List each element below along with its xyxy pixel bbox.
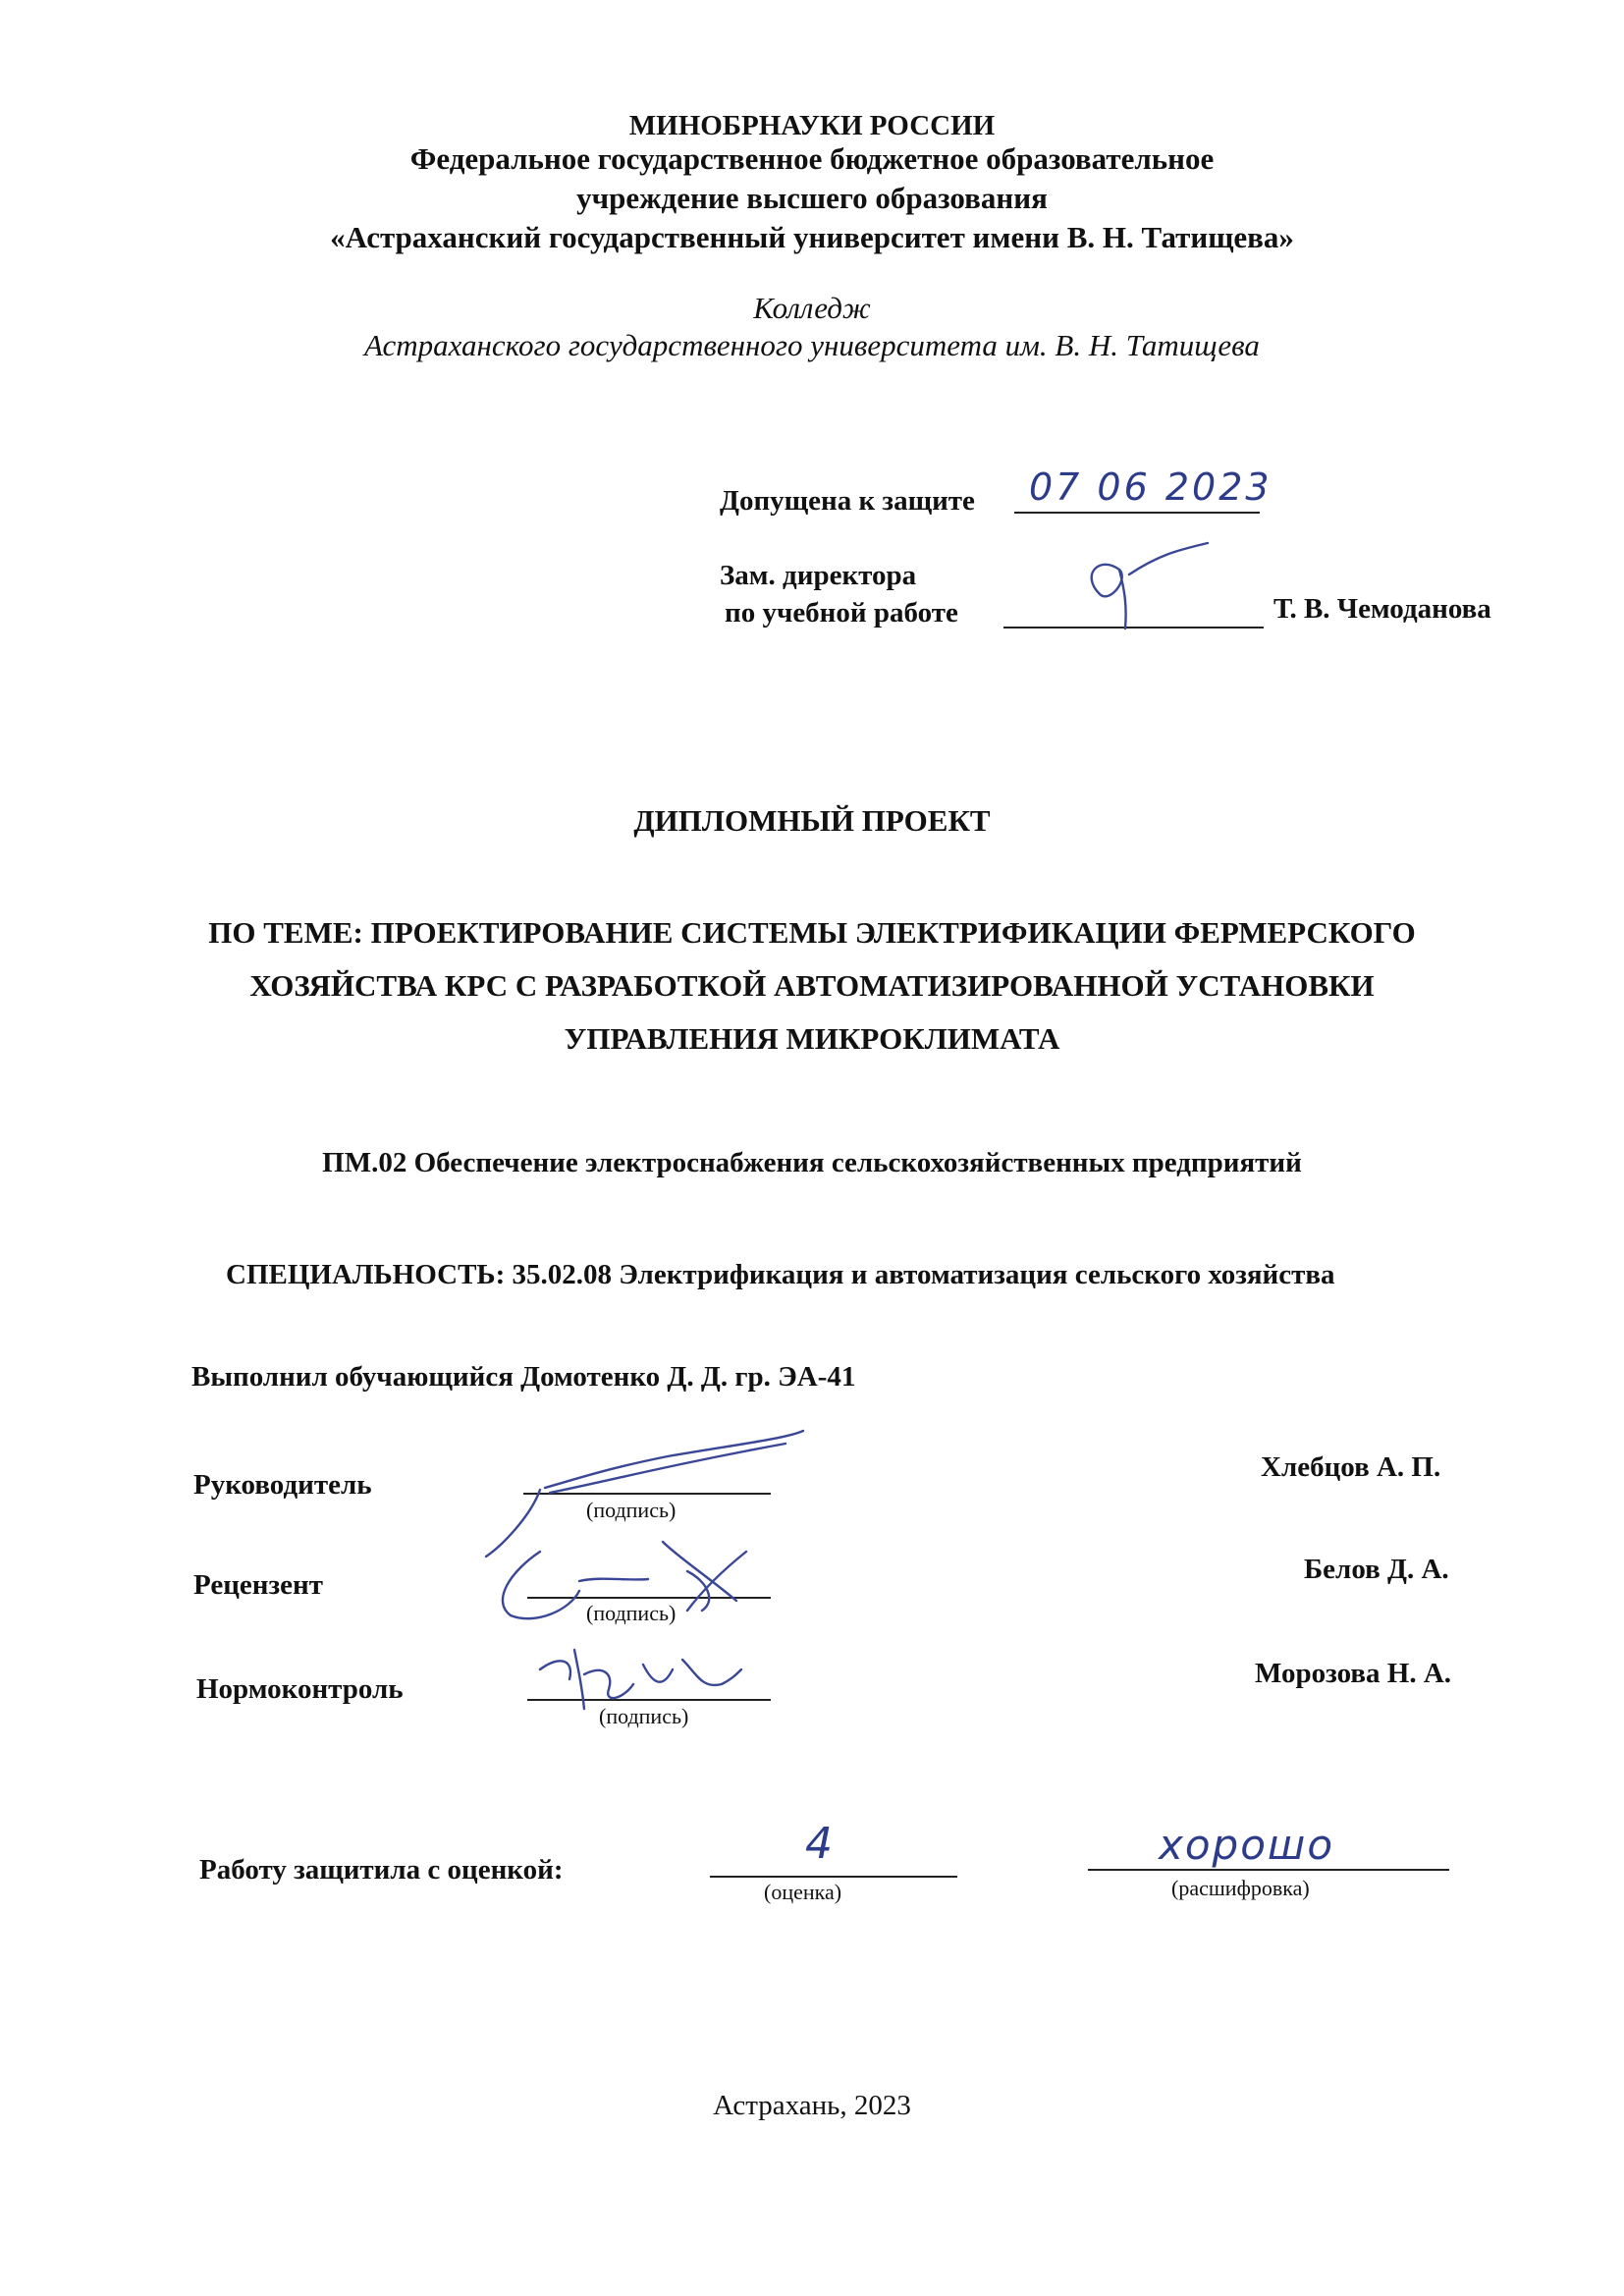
deputy-title-line-2: по учебной работе bbox=[725, 597, 958, 629]
grade-word-caption: (расшифровка) bbox=[1171, 1876, 1310, 1900]
normcontrol-name: Морозова Н. А. bbox=[1255, 1658, 1452, 1689]
grade-word-line bbox=[1088, 1869, 1449, 1871]
role-supervisor: Руководитель bbox=[193, 1469, 372, 1501]
admitted-label: Допущена к защите bbox=[720, 485, 975, 517]
role-reviewer: Рецензент bbox=[193, 1569, 323, 1601]
college-line-1: Колледж bbox=[753, 291, 871, 325]
grade-word-handwritten: хорошо bbox=[1159, 1821, 1335, 1869]
specialty-label: СПЕЦИАЛЬНОСТЬ: bbox=[226, 1259, 506, 1290]
org-line-2: учреждение высшего образования bbox=[576, 181, 1048, 215]
city-year: Астрахань, 2023 bbox=[713, 2090, 911, 2121]
topic-line-2: ХОЗЯЙСТВА КРС С РАЗРАБОТКОЙ АВТОМАТИЗИРОВАННОЙ УСТАНОВКИ bbox=[249, 968, 1375, 1003]
normcontrol-signature-caption: (подпись) bbox=[599, 1704, 689, 1728]
document-type: ДИПЛОМНЫЙ ПРОЕКТ bbox=[633, 803, 991, 838]
supervisor-name: Хлебцов А. П. bbox=[1261, 1451, 1441, 1483]
org-line-1: Федеральное государственное бюджетное образовательное bbox=[409, 141, 1215, 176]
reviewer-signature-caption: (подпись) bbox=[586, 1601, 677, 1625]
ministry-heading: МИНОБРНАУКИ РОССИИ bbox=[628, 110, 996, 141]
deputy-name: Т. В. Чемоданова bbox=[1273, 593, 1491, 625]
supervisor-signature-caption: (подпись) bbox=[586, 1498, 677, 1522]
specialty-value: 35.02.08 Электрификация и автоматизация сельского хозяйства bbox=[512, 1259, 1335, 1290]
module-line: ПМ.02 Обеспечение электроснабжения сельскохозяйственных предприятий bbox=[322, 1147, 1302, 1178]
university-name: «Астраханский государственный университет имени В. Н. Татищева» bbox=[330, 220, 1294, 254]
specialty-line bbox=[226, 1259, 1335, 1291]
defense-label: Работу защитила с оценкой: bbox=[199, 1854, 564, 1886]
author-line: Выполнил обучающийся Домотенко Д. Д. гр. ЭА-41 bbox=[191, 1361, 856, 1393]
grade-caption: (оценка) bbox=[764, 1880, 842, 1904]
role-normcontrol: Нормоконтроль bbox=[196, 1673, 404, 1705]
reviewer-name: Белов Д. А. bbox=[1304, 1554, 1449, 1585]
admitted-date-line bbox=[1014, 512, 1260, 514]
deputy-title-line-1: Зам. директора bbox=[720, 560, 917, 591]
topic-line-1: ПО ТЕМЕ: ПРОЕКТИРОВАНИЕ СИСТЕМЫ ЭЛЕКТРИФИКАЦИИ ФЕРМЕРСКОГО bbox=[208, 915, 1416, 950]
deputy-signature bbox=[1070, 535, 1218, 633]
admitted-date-handwritten: 07 06 2023 bbox=[1029, 465, 1272, 509]
grade-line bbox=[710, 1876, 957, 1878]
normcontrol-signature bbox=[535, 1630, 751, 1719]
college-line-2: Астраханского государственного университета им. В. Н. Татищева bbox=[364, 328, 1260, 362]
reviewer-signature bbox=[481, 1522, 795, 1630]
grade-value-handwritten: 4 bbox=[805, 1819, 833, 1869]
topic-line-3: УПРАВЛЕНИЯ МИКРОКЛИМАТА bbox=[564, 1021, 1060, 1056]
